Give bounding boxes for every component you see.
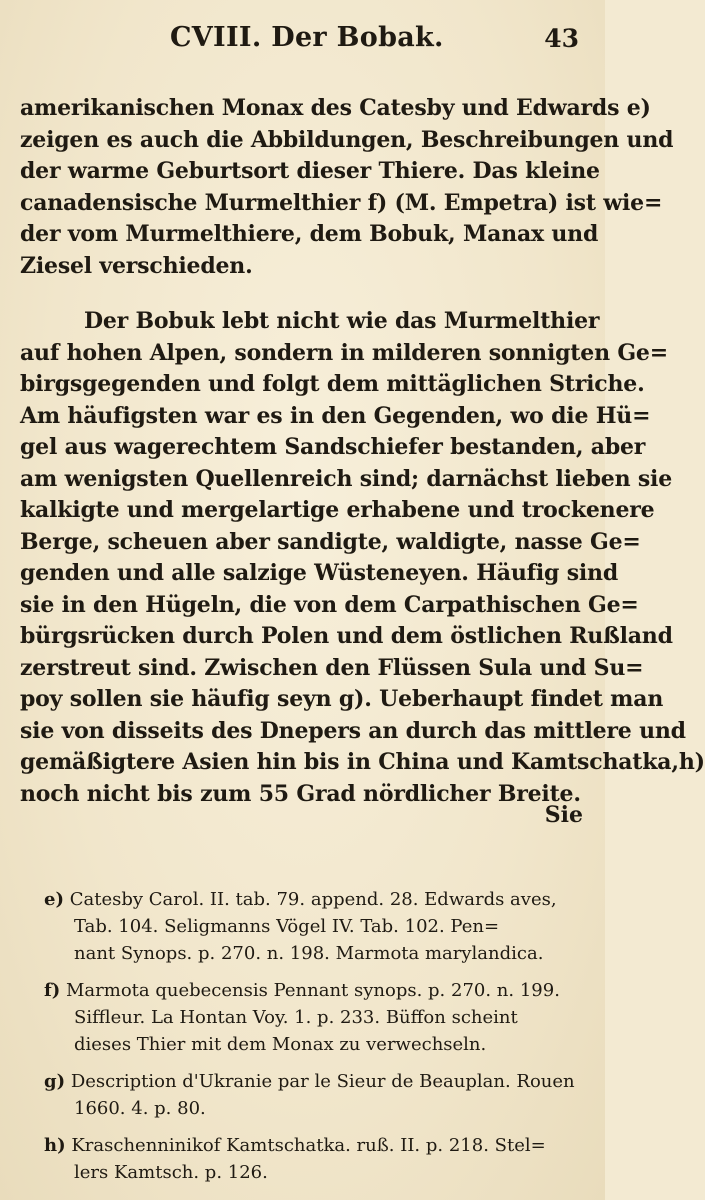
text-line: zerstreut sind. Zwischen den Flüssen Sula und Su=	[20, 654, 644, 681]
text-line: zeigen es auch die Abbildungen, Beschreibungen und	[20, 126, 674, 153]
text-line: gel aus wagerechtem Sandschiefer bestanden, aber	[20, 434, 646, 460]
footnote-line: Siffleur. La Hontan Voy. 1. p. 233. Büffon scheint	[74, 1007, 518, 1028]
text-line: gemäßigtere Asien hin bis in China und Kamtschatka,h)	[20, 749, 705, 775]
text-line: Berge, scheuen aber sandigte, waldigte, nasse Ge=	[20, 528, 641, 555]
footnote-line: Tab. 104. Seligmanns Vögel IV. Tab. 102. Pen=	[74, 916, 500, 937]
page-number: 43	[544, 24, 579, 53]
footnote-marker: f)	[44, 980, 61, 1001]
text-line: genden und alle salzige Wüsteneyen. Häufig sind	[20, 560, 619, 586]
footnote-line: Marmota quebecensis Pennant synops. p. 270. n. 199.	[66, 980, 560, 1001]
footnote-line: Catesby Carol. II. tab. 79. append. 28. Edwards aves,	[69, 889, 557, 910]
text-line: bürgsrücken durch Polen und dem östlichen Rußland	[20, 623, 673, 649]
catchword: Sie	[544, 802, 583, 828]
footnote-h	[44, 1132, 589, 1186]
footnote-line: Description d'Ukranie par le Sieur de Beauplan. Rouen	[70, 1071, 575, 1092]
text-line: Der Bobuk lebt nicht wie das Murmelthier	[84, 308, 600, 334]
footnote-line: dieses Thier mit dem Monax zu verwechseln.	[74, 1034, 487, 1055]
footnote-f	[44, 977, 589, 1058]
paragraph-continuation	[20, 93, 674, 282]
footnote-line: Kraschenninikof Kamtschatka. ruß. II. p. 218. Stel=	[71, 1135, 546, 1156]
text-line: Am häufigsten war es in den Gegenden, wo die Hü=	[20, 402, 651, 429]
text-line: sie in den Hügeln, die von dem Carpathischen Ge=	[20, 591, 639, 618]
footnote-marker: h)	[44, 1135, 66, 1156]
page-header	[40, 22, 579, 62]
text-line: sie von disseits des Dnepers an durch das mittlere und	[20, 717, 686, 744]
running-head: CVIII. Der Bobak.	[170, 22, 444, 53]
text-line: amerikanischen Monax des Catesby und Edwards e)	[20, 95, 651, 121]
text-line: auf hohen Alpen, sondern in milderen sonnigten Ge=	[20, 339, 668, 366]
paragraph-bobuk-habitat	[20, 306, 705, 810]
footnote-g	[44, 1068, 589, 1122]
footnote-e	[44, 886, 589, 967]
text-line: noch nicht bis zum 55 Grad nördlicher Breite.	[20, 780, 581, 807]
footnote-line: nant Synops. p. 270. n. 198. Marmota marylandica.	[74, 943, 544, 964]
text-line: am wenigsten Quellenreich sind; darnächst lieben sie	[20, 465, 672, 492]
footnotes	[44, 886, 589, 1196]
footnote-marker: g)	[44, 1071, 66, 1092]
footnote-line: lers Kamtsch. p. 126.	[74, 1162, 268, 1183]
text-line: der vom Murmelthiere, dem Bobuk, Manax und	[20, 221, 599, 247]
footnote-line: 1660. 4. p. 80.	[74, 1098, 206, 1119]
text-line: birgsgegenden und folgt dem mittäglichen Striche.	[20, 371, 645, 397]
text-line: Ziesel verschieden.	[20, 252, 253, 279]
text-line: poy sollen sie häufig seyn g). Ueberhaupt findet man	[20, 686, 664, 712]
text-line: canadensische Murmelthier f) (M. Empetra) ist wie=	[20, 189, 663, 216]
text-line: kalkigte und mergelartige erhabene und trockenere	[20, 497, 655, 523]
text-line: der warme Geburtsort dieser Thiere. Das kleine	[20, 158, 600, 184]
footnote-marker: e)	[44, 889, 64, 910]
